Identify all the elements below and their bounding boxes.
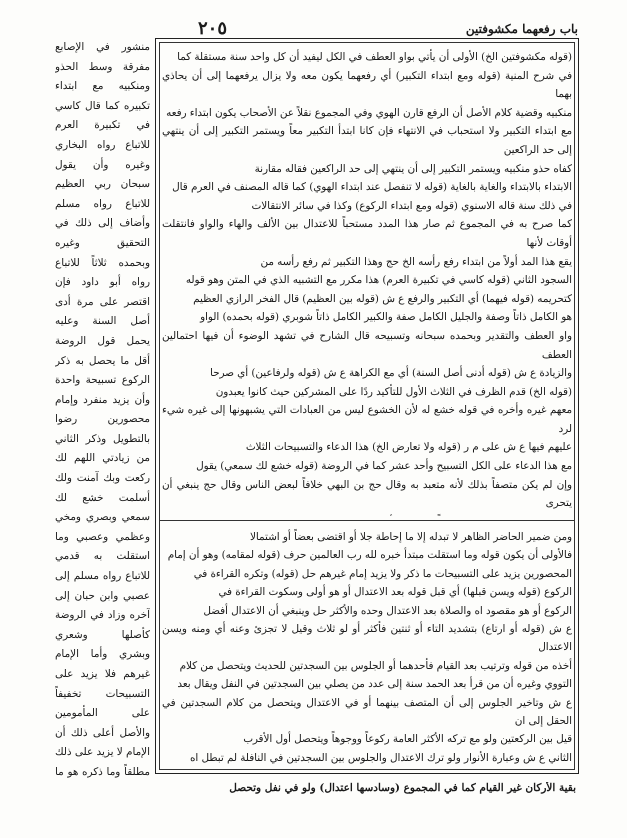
- text-line: مع هذا الدعاء على الكل التسبيح وأحد عشر كما في الروضة (قوله خشع لك سمعي) يقول: [196, 460, 572, 473]
- commentary-lower: [162, 528, 572, 768]
- text-line: قيل بين الركعتين ولو مع تركه الأكثر العامة ركوعاً ووجوهاً ويتحصل أول الأقرب: [243, 733, 572, 746]
- text-line: [162, 513, 572, 516]
- text-line: في ذلك سنة قاله الاسنوي (قوله ومع ابتداء الركوع) وكذا في سائر الانتقالات: [251, 199, 572, 212]
- text-line: ع ش (قوله أو ارتاع) بتشديد التاء أو ثنتين فأكثر أو لو ثلاث وقيل لا تجزئ وعنه أي ومنه ويسن الاعتدال: [162, 623, 572, 654]
- text-line: معهم غيره وأخره في قوله خشع له لأن الخشوع ليس من العبادات التي يشبهونها إلى غيره شيء لرد: [162, 404, 572, 435]
- text-line: كفاه حذو منكبيه ويستمر التكبير إلى أن ينتهي إلى حد الراكعين فقاله مقارنة: [254, 162, 572, 175]
- text-line: منكبيه وقضية كلام الأصل أن الرفع قارن الهوي وفي المجموع نقلاً عن الأصحاب يكون ابتداء رفعه: [166, 106, 572, 119]
- text-line: واو العطف والتقدير وبحمده سبحانه وتسبيحه قال الشارح في تشهد الوضوء أن فيها احتمالين العطف: [162, 329, 572, 361]
- page-number: ٢٠٥: [198, 18, 228, 39]
- text-line: والزيادة ع ش (قوله أدنى أصل السنة) أي مع الكراهة ع ش (قوله ولرفاعين) أي صرحا: [209, 367, 572, 380]
- footer-text: بقية الأركان غير القيام كما في المجموع (وسادسها اعتدال) ولو في نفل وتحصل: [229, 782, 576, 794]
- commentary-upper: [162, 48, 572, 516]
- text-line: يقع هذا المد أولاً من ابتداء رفع رأسه الخ حج وهذا التكبير ثم رفع رأسه من: [260, 255, 572, 268]
- text-line: المحصورين يزيد على التسبيحات ما ذكر ولا يزيد إمام غيرهم حل (قوله) وتكره القراءة في: [193, 567, 572, 580]
- text-line: (قوله مكشوفتين الخ) الأولى أن يأتي بواو العطف في الكل ليفيد أن كل واحد سنة مستقلة كما: [177, 51, 572, 63]
- text-line: الركوع أو هو مقصود اه والصلاة بعد الاعتدال وحده والأكثر حل وينبغي أن الاعتدال أفضل: [203, 604, 572, 617]
- text-line: وإن لم يكن متصفاً بذلك لأنه متعبد به وقال حج بن البهي خلافاً لبعض الناس وقال حج ينبغي أن يتحرى: [162, 478, 572, 510]
- margin-text: [55, 38, 150, 778]
- text-line: ومن ضمير الحاضر الظاهر لا تبدله إلا ما إحاطة جلا أو اقتضى بعضاً أو اشتمالا: [250, 531, 572, 543]
- margin-paragraph: منشور في الإصابع مفرقة وسط الحذو ومنكبيه مع ابتداء تكبيره كما قال كاسي في تكبيرة العرم للاتباع رواه البخاري وغيره وأن يقول سبحان ربي العظيم للاتباع رواه مسلم وأضاف إلى ذلك في التحقيق وغيره وبحمده ثلاثاً للاتباع رواه أبو داود فإن اقتصر على مرة أدى أصل السنة وعليه يحمل قول الروضة أقل ما يحصل به ذكر الركوع تسبيحة واحدة وأن يزيد منفرد وإمام محصورين رضوا بالتطويل وذكر الثاني من زيادتي اللهم لك ركعت وبك آمنت ولك أسلمت خشع لك سمعي وبصري ومخي وعظمي وعصبي وما استقلت به قدمي للاتباع رواه مسلم إلى عصبي وابن حبان إلى آخره وزاد في الروضة كأصلها وشعري وبشري وأما الإمام غيرهم فلا يزيد على التسبيحات تخفيفاً على المأمومين والأصل أعلى ذلك أن الإمام لا يزيد على ذلك مطلقاً وما ذكره هو ما: [55, 41, 150, 778]
- text-line: الابتداء بالابتداء والغاية بالغاية (قوله لا تنفصل عند ابتداء الهوي) كما قاله المصنف في العرم قال: [172, 181, 572, 194]
- text-line: كتحريمه (قوله فيهما) أي التكبير والرفع ع ش (قوله بين العظيم) قال الفخر الرازي العظيم: [193, 292, 572, 305]
- text-line: السجود الثاني (قوله كاسي في تكبيرة العرم) هذا مكرر مع التشبيه الذي في المتن وهو قوله: [185, 274, 572, 287]
- page-footer: [58, 782, 576, 800]
- text-line: كما صرح به في المجموع ثم صار هذا المدد مستحباً للاعتدال بين الألف والهاء والواو فانتقلت أوقات لأنها: [162, 218, 572, 249]
- chapter-title: باب رفعهما مكشوفتين: [465, 22, 578, 36]
- text-line: هو الكامل ذاتاً وصفة والجليل الكامل صفة والكبير الكامل ذاتاً شوبري (قوله بحمده) الواو: [200, 311, 572, 324]
- text-line: الركوع (قوله ويسن قبلها) أي قبل قوله بعد الاعتدال أو هو أولى وسكوت القراءة في: [218, 586, 572, 599]
- text-line: مع ابتداء التكبير ولا استحباب في الانتهاء فإن كانا ابتدأ التكبير معاً ويستمر التكبير إلى أن ينتهي إلى حد الراكعين: [162, 125, 572, 156]
- text-line: ع ش وتاخير الجلوس إلى أن المتصف بينهما أو في الاعتدال ويتحصل من كلام السجدتين في الحقل إلى ان: [162, 696, 572, 728]
- text-line: عليهم فيها ع ش على م ر (قوله ولا تعارض الخ) هذا الدعاء والتسبيحات الثلاث: [245, 441, 572, 454]
- text-line: في شرح المنية (قوله ومع ابتداء التكبير) أي رفعهما يكون معه ولا يزال يرفعهما إلى أن يحاذي بهما: [162, 69, 572, 101]
- text-line: (قوله الخ) قدم الظرف في الثلاث الأول للتأكيد ردًا على المشركين حيث كانوا يعبدون: [215, 385, 572, 398]
- text-line: فالأولى أن يكون قوله وما استقلت مبتدأ خبره لله رب العالمين حرف (قوله لمقامه) وهو أن إمام: [167, 549, 572, 562]
- text-line: الثاني ع ش وعبارة الأنوار ولو ترك الاعتدال والجلوس بين السجدتين في النافلة لم تبطل اه: [189, 751, 572, 764]
- text-line: أخذه من قوله وترتيب بعد القيام فأحدهما أو الجلوس بين السجدتين للحديث ويتحصل من كلام: [179, 659, 572, 672]
- section-divider: [160, 520, 574, 521]
- text-line: التووي وغيره أن من قرأ بعد الحمد سنة إلى عدد من يصلي بين السجدتين في النفل ويقال بعد: [177, 678, 572, 691]
